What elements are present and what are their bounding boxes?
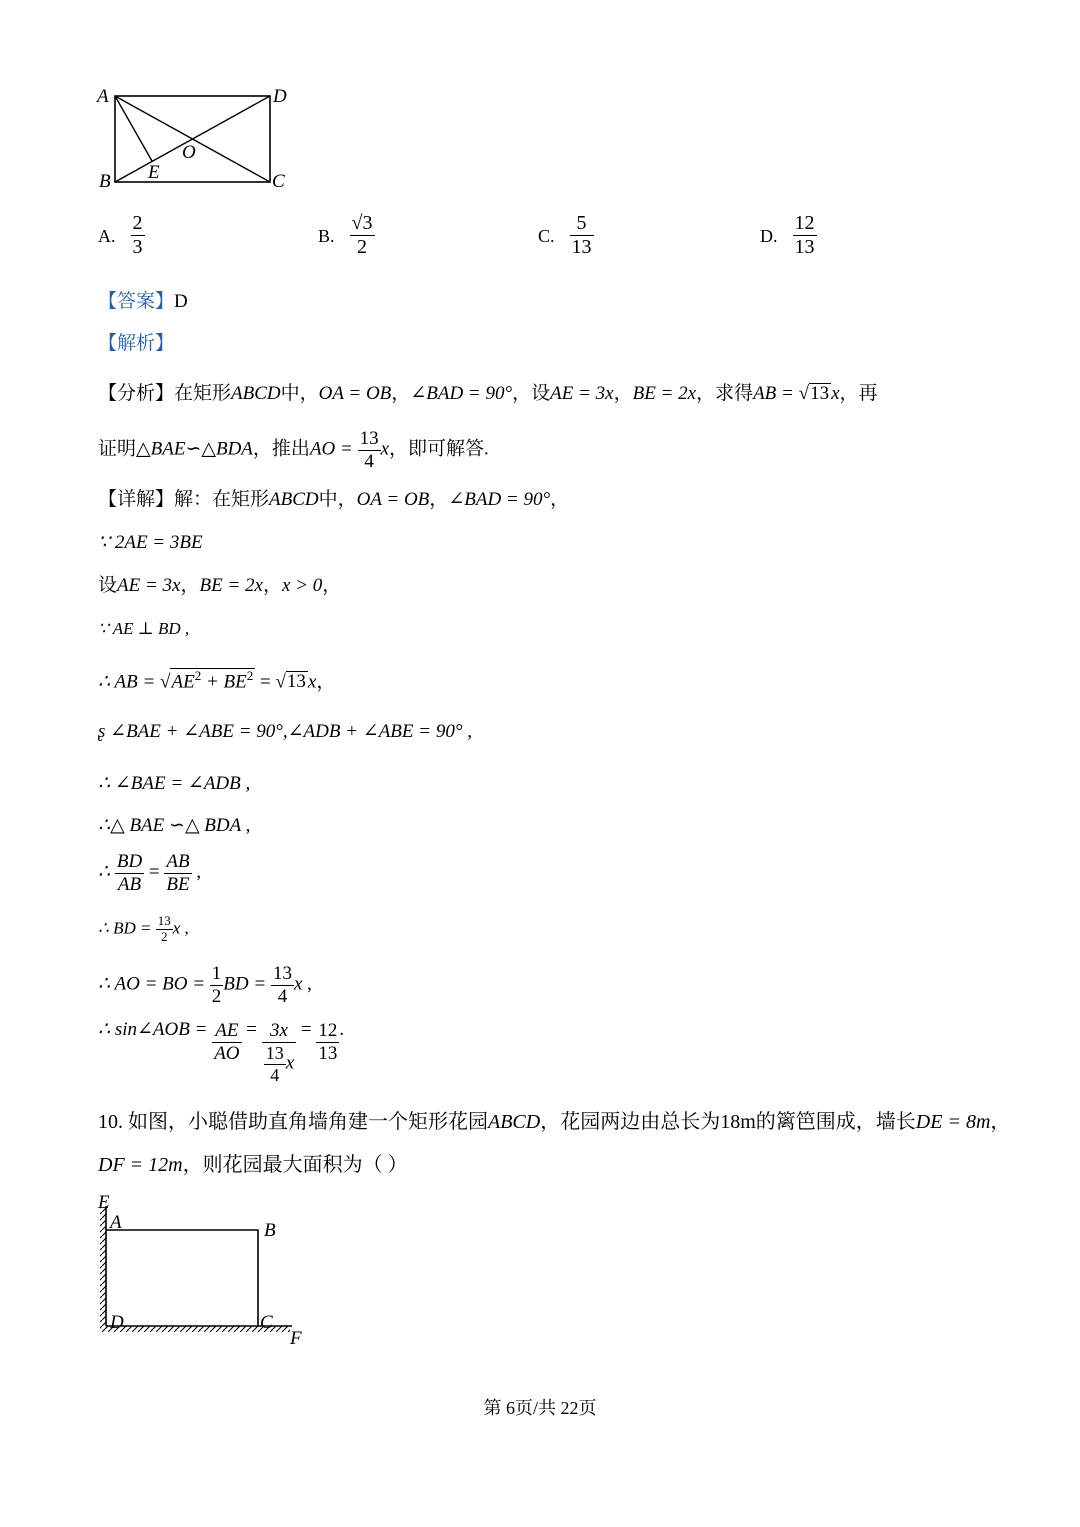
step-5: ʂ ∠BAE + ∠ABE = 90°,∠ADB + ∠ABE = 90° , [98, 721, 472, 742]
fenxi-line-2: 证明△BAE∽△BDA，推出AO = $\frac{13}{4}$ x，即可解答. [98, 428, 489, 472]
step-3: ∵ AE ⊥ BD , [98, 619, 190, 638]
page-footer: 第 6页/共 22页 [483, 1398, 597, 1418]
step-7: ∴△ BAE ∽△ BDA , [98, 815, 251, 836]
question-10-line-1: 10. 如图，小聪借助直角墙角建一个矩形花园ABCD，花园两边由总长为18m的篱笆围成，墙长DE = 8m， [98, 1111, 1011, 1133]
option-c[interactable]: C. $\frac{5}{13}$ [538, 212, 592, 258]
wall-de [100, 1208, 106, 1332]
step-11: ∴ sin∠AOB = $\frac{AE}{AO}$ = 3x $\frac{13}{4}$ x = $\frac{12}{13}$ . [98, 1019, 345, 1085]
step-8: ∴ $\frac{BD}{AB}$ = $\frac{AB}{BE}$ , [98, 851, 202, 895]
option-d[interactable]: D. $\frac{12}{13}$ [760, 212, 815, 258]
step-1: ∵ 2AE = 3BE [98, 532, 203, 553]
step-10: ∴ AO = BO = $\frac{1}{2}$ BD = $\frac{13}{4}$ x , [98, 963, 312, 1007]
question-10-line-2: DF = 12m，则花园最大面积为（ ） [98, 1154, 408, 1176]
step-4: ∴ AB = $√AE^2 + BE^2 = √13$ x， [98, 668, 336, 693]
label-a: A [97, 86, 109, 107]
answer-line: 【答案】D [98, 291, 188, 312]
step-2: 设AE = 3x，BE = 2x，x > 0， [98, 575, 342, 596]
garden-figure [90, 1188, 320, 1353]
label-b2: B [264, 1220, 276, 1241]
label-c2: C [260, 1312, 273, 1333]
option-b[interactable]: B. $\frac{√3}{2}$ [318, 212, 373, 258]
label-f2: F [290, 1328, 302, 1349]
label-c: C [272, 171, 285, 192]
rectangle-figure [90, 80, 310, 200]
xiangjie-line: 【详解】解：在矩形ABCD中，OA = OB，∠BAD = 90°， [98, 489, 570, 510]
label-e: E [148, 162, 160, 183]
label-b: B [99, 171, 111, 192]
label-o: O [182, 142, 196, 163]
label-e2: E [98, 1192, 110, 1213]
label-d2: D [110, 1312, 124, 1333]
analysis-heading: 【解析】 [98, 333, 175, 354]
fenxi-line-1: 【分析】在矩形ABCD中，OA = OB，∠BAD = 90°，设AE = 3x，BE = 2x，求得AB = √13 x，再 [98, 383, 878, 404]
option-a[interactable]: A. $\frac{2}{3}$ [98, 212, 143, 258]
step-9: ∴ BD = $\frac{13}{2}$ x , [98, 913, 189, 944]
fence-abc [106, 1230, 258, 1326]
label-a2: A [110, 1212, 122, 1233]
label-d: D [273, 86, 287, 107]
step-6: ∴ ∠BAE = ∠ADB , [98, 773, 251, 794]
